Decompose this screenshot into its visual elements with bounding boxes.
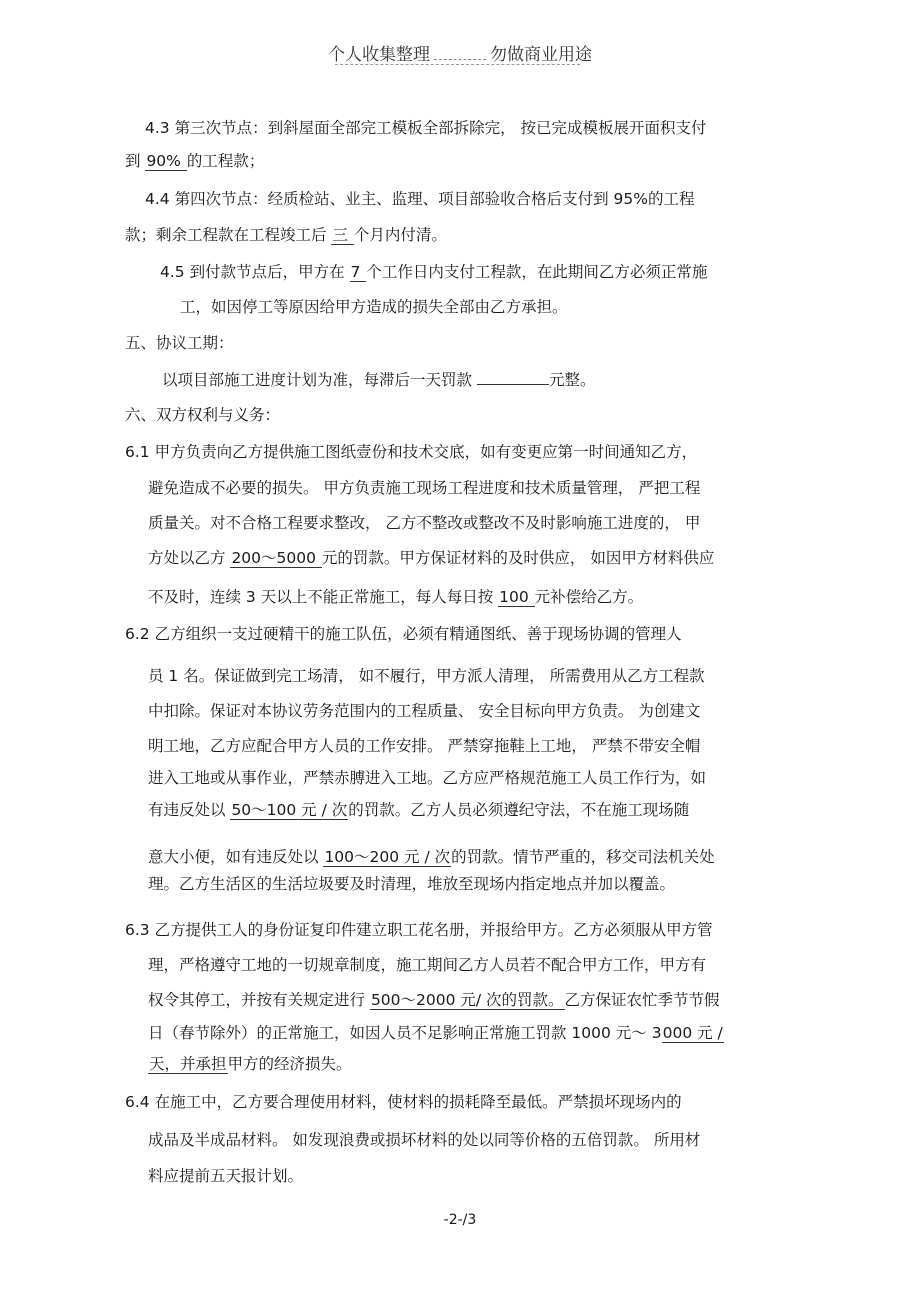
page-header xyxy=(0,40,920,65)
text-segment: 元整。 xyxy=(548,371,596,389)
text-segment: 中扣除。保证对本协议劳务范围内的工程质量、 安全目标向甲方负责。 为创建文 xyxy=(148,702,701,720)
text-segment: 六、双方权利与义务： xyxy=(125,406,281,424)
page-number: -2-/3 xyxy=(443,1212,477,1228)
text-segment: 4.3 第三次节点：到斜屋面全部完工模板全部拆除完， 按已完成模板展开面积支付 xyxy=(145,119,707,137)
text-line-l19 xyxy=(148,768,706,788)
text-segment: 6.2 乙方组织一支过硬精干的施工队伍，必须有精通图纸、善于现场协调的管理人 xyxy=(125,625,682,643)
text-segment: 进入工地或从事作业，严禁赤膊进入工地。乙方应严格规范施工人员工作行为，如 xyxy=(148,769,707,787)
text-line-l23 xyxy=(125,920,713,940)
text-line-l09 xyxy=(125,405,280,425)
text-segment: 个工作日内支付工程款，在此期间乙方必须正常施 xyxy=(366,263,708,281)
text-segment: 有违反处以 xyxy=(148,801,231,819)
text-segment: 明工地，乙方应配合甲方人员的工作安排。 严禁穿拖鞋上工地， 严禁不带安全帽 xyxy=(148,737,701,755)
text-segment: 6.1 甲方负责向乙方提供施工图纸壹份和技术交底，如有变更应第一时间通知乙方， xyxy=(125,443,698,461)
text-segment: 不及时，连续 3 天以上不能正常施工，每人每日按 xyxy=(148,588,499,606)
underlined-value: 7 xyxy=(350,263,366,281)
text-line-l20 xyxy=(148,800,689,820)
text-segment: 权令其停工，并按有关规定进行 xyxy=(148,991,370,1009)
text-segment: 员 1 名。保证做到完工场清， 如不履行，甲方派人清理， 所需费用从乙方工程款 xyxy=(148,667,705,685)
text-line-l15 xyxy=(125,624,682,644)
text-segment: 工，如因停工等原因给甲方造成的损失全部由乙方承担。 xyxy=(180,298,568,316)
text-segment: 的罚款。乙方人员必须遵纪守法，不在施工现场随 xyxy=(348,801,690,819)
text-segment: 元补偿给乙方。 xyxy=(534,588,644,606)
text-line-l22 xyxy=(148,874,675,894)
underlined-value: 50～100 元 / 次 xyxy=(231,801,348,819)
text-line-l10 xyxy=(125,442,697,462)
header-separator xyxy=(434,45,486,60)
underlined-value: 000 元 / xyxy=(662,1024,723,1042)
text-segment: 4.4 第四次节点：经质检站、业主、监理、项目部验收合格后支付到 95%的工程 xyxy=(145,190,695,208)
header-left: 个人收集整理 xyxy=(328,45,430,65)
text-line-l24 xyxy=(148,955,706,975)
text-line-l25 xyxy=(148,990,720,1010)
text-segment: 方处以乙方 xyxy=(148,549,231,567)
text-segment: 理。乙方生活区的生活垃圾要及时清理，堆放至现场内指定地点并加以覆盖。 xyxy=(148,875,676,893)
fill-in-blank xyxy=(477,369,549,385)
text-line-l29 xyxy=(148,1130,700,1150)
text-segment: 成品及半成品材料。 如发现浪费或损坏材料的处以同等价格的五倍罚款。 所用材 xyxy=(148,1131,701,1149)
text-segment: 个月内付清。 xyxy=(353,226,447,244)
text-segment: 料应提前五天报计划。 xyxy=(148,1167,304,1185)
text-segment: 的罚款。情节严重的，移交司法机关处 xyxy=(451,848,715,866)
text-line-l14 xyxy=(148,587,643,607)
text-segment: 到 xyxy=(125,152,146,170)
underlined-value: 三 xyxy=(332,226,353,244)
underlined-value: 天，并承担 xyxy=(149,1055,227,1073)
text-line-l01 xyxy=(145,118,707,138)
text-segment: 意大小便，如有违反处以 xyxy=(148,848,324,866)
text-segment: 避免造成不必要的损失。 甲方负责施工现场工程进度和技术质量管理， 严把工程 xyxy=(148,479,701,497)
underlined-value: 100 xyxy=(499,588,534,606)
text-segment: 6.4 在施工中，乙方要合理使用材料，使材料的损耗降至最低。严禁损坏现场内的 xyxy=(125,1093,682,1111)
text-line-l06 xyxy=(180,297,568,317)
text-line-l02 xyxy=(125,151,264,171)
underlined-value: 90% xyxy=(146,152,186,170)
text-line-l27 xyxy=(148,1054,352,1074)
text-segment: 乙方保证农忙季节节假 xyxy=(564,991,720,1009)
text-line-l28 xyxy=(125,1092,682,1112)
text-line-l05 xyxy=(160,262,707,282)
underlined-value: 200～5000 xyxy=(231,549,321,567)
text-line-l13 xyxy=(148,548,714,568)
text-line-l18 xyxy=(148,736,700,756)
text-segment: 甲方的经济损失。 xyxy=(227,1055,352,1073)
text-segment: 4.5 到付款节点后，甲方在 xyxy=(160,263,350,281)
text-segment: 以项目部施工进度计划为准，每滞后一天罚款 xyxy=(162,371,477,389)
header-rule xyxy=(335,64,580,65)
text-segment: 款；剩余工程款在工程竣工后 xyxy=(125,226,332,244)
text-segment: 的工程款； xyxy=(186,152,265,170)
text-line-l08 xyxy=(162,369,595,390)
text-segment: 6.3 乙方提供工人的身份证复印件建立职工花名册，并报给甲方。乙方必须服从甲方管 xyxy=(125,921,713,939)
text-line-l07 xyxy=(125,333,234,353)
text-segment: 日（春节除外）的正常施工，如因人员不足影响正常施工罚款 1000 元～ 3 xyxy=(148,1024,662,1042)
text-line-l21 xyxy=(148,847,715,867)
underlined-value: 100～200 元 / 次 xyxy=(324,848,451,866)
text-segment: 元的罚款。甲方保证材料的及时供应， 如因甲方材料供应 xyxy=(321,549,715,567)
text-line-l11 xyxy=(148,478,700,498)
underlined-value: 500～2000 元/ 次的罚款。 xyxy=(370,991,564,1009)
text-line-l26 xyxy=(148,1023,724,1043)
header-right: 勿做商业用途 xyxy=(490,45,592,65)
text-segment: 理，严格遵守工地的一切规章制度，施工期间乙方人员若不配合甲方工作，甲方有 xyxy=(148,956,707,974)
text-line-l16 xyxy=(148,666,705,686)
text-line-l12 xyxy=(148,513,700,533)
text-line-l17 xyxy=(148,701,700,721)
text-line-l03 xyxy=(145,189,694,209)
text-segment: 五、协议工期： xyxy=(125,334,234,352)
text-segment: 质量关。对不合格工程要求整改， 乙方不整改或整改不及时影响施工进度的， 甲 xyxy=(148,514,701,532)
text-line-l30 xyxy=(148,1166,303,1186)
text-line-l04 xyxy=(125,225,447,245)
